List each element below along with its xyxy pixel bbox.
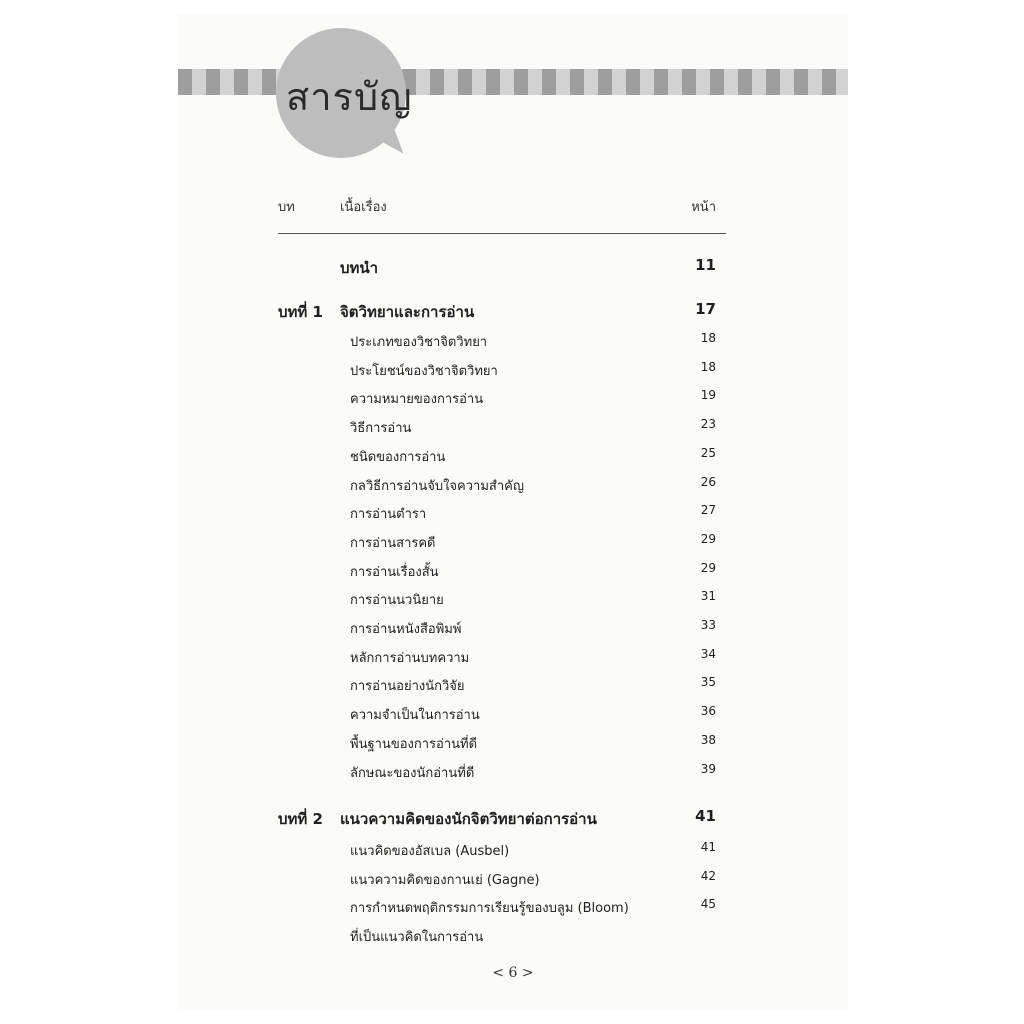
toc-entry-page: 38 [700, 732, 716, 747]
toc-entry-page: 23 [700, 417, 716, 432]
toc-entry[interactable] [178, 388, 848, 416]
toc-entry[interactable] [178, 503, 848, 531]
chapter-title: แนวความคิดของนักจิตวิทยาต่อการอ่าน [340, 810, 597, 828]
toc-entry-label: การกำหนดพฤติกรรมการเรียนรู้ของบลูม (Bloom) [350, 901, 629, 916]
toc-entry[interactable] [178, 647, 848, 675]
toc-entry-page: 34 [700, 646, 716, 661]
toc-entry-label: พื้นฐานของการอ่านที่ดี [350, 736, 478, 752]
toc-entry-page: 25 [700, 445, 716, 460]
toc-entry-page: 33 [700, 618, 716, 632]
toc-entry[interactable] [178, 704, 848, 732]
toc-entry[interactable] [178, 926, 848, 954]
toc-entry[interactable] [178, 446, 848, 474]
page-title: สารบัญ [286, 75, 413, 119]
toc-entry[interactable] [178, 733, 848, 761]
toc-entry-label: ความหมายของการอ่าน [350, 392, 484, 408]
document-page [178, 14, 848, 1009]
header-divider [278, 233, 726, 234]
toc-entry-label: แนวความคิดของกานเย่ (Gagne) [350, 872, 540, 888]
toc-entry[interactable] [178, 532, 848, 560]
toc-entry[interactable] [178, 897, 848, 925]
toc-entry-label: ประโยชน์ของวิชาจิตวิทยา [350, 363, 498, 379]
toc-entry[interactable] [178, 331, 848, 359]
toc-entry-page: 29 [700, 531, 716, 546]
chapter-number: บทที่ 1 [278, 303, 323, 321]
toc-entry-page: 11 [695, 256, 716, 274]
toc-entry-label: ที่เป็นแนวคิดในการอ่าน [350, 929, 484, 945]
toc-entry-label: การอ่านนวนิยาย [350, 593, 444, 609]
toc-entry[interactable] [178, 840, 848, 868]
toc-entry-label: การอ่านหนังสือพิมพ์ [350, 622, 462, 637]
toc-entry[interactable] [178, 618, 848, 646]
toc-entry-page: 27 [700, 503, 716, 518]
toc-entry[interactable] [178, 360, 848, 388]
toc-entry-label: การอ่านตำรา [350, 507, 427, 523]
column-header-chapter: บท [278, 200, 295, 215]
toc-chapter-1[interactable] [178, 300, 848, 328]
toc-entry-page: 26 [700, 474, 716, 489]
toc-entry[interactable] [178, 561, 848, 589]
toc-entry-label: แนวคิดของอัสเบล (Ausbel) [350, 844, 510, 859]
column-header-page: หน้า [691, 200, 716, 215]
toc-entry-page: 18 [700, 331, 716, 345]
toc-entry-label: การอ่านเรื่องสั้น [350, 564, 439, 580]
toc-entry[interactable] [178, 869, 848, 897]
toc-entry[interactable] [178, 762, 848, 790]
toc-entry-label: ลักษณะของนักอ่านที่ดี [350, 765, 475, 781]
page-number: < 6 > [492, 965, 534, 981]
chapter-page: 41 [695, 807, 716, 825]
toc-entry[interactable] [178, 675, 848, 703]
toc-entry-page: 18 [700, 359, 716, 374]
chapter-page: 17 [695, 300, 716, 318]
toc-entry-page: 29 [700, 560, 716, 575]
toc-chapter-2[interactable] [178, 807, 848, 835]
chapter-title: จิตวิทยาและการอ่าน [340, 303, 475, 321]
toc-entry[interactable] [178, 417, 848, 445]
toc-entry-page: 39 [700, 761, 716, 776]
toc-entry-page: 41 [700, 840, 716, 854]
toc-entry-page: 36 [700, 704, 716, 719]
toc-entry-page: 42 [700, 868, 716, 883]
toc-entry-label: ความจำเป็นในการอ่าน [350, 708, 480, 724]
toc-entry-page: 35 [700, 675, 716, 690]
toc-entry[interactable] [178, 475, 848, 503]
toc-entry-page: 45 [700, 897, 716, 911]
toc-entry-label: การอ่านสารคดี [350, 535, 436, 551]
toc-entry[interactable] [178, 589, 848, 617]
toc-entry-label: วิธีการอ่าน [350, 421, 412, 437]
toc-entry-page: 31 [700, 589, 716, 604]
toc-entry-intro[interactable] [178, 256, 848, 284]
toc-entry-label: ประเภทของวิชาจิตวิทยา [350, 335, 488, 350]
toc-entry-label: บทนำ [340, 259, 379, 277]
column-header-subject: เนื้อเรื่อง [340, 200, 387, 215]
toc-entry-label: กลวิธีการอ่านจับใจความสำคัญ [350, 478, 524, 494]
chapter-number: บทที่ 2 [278, 810, 323, 828]
toc-entry-label: ชนิดของการอ่าน [350, 449, 446, 465]
toc-entry-label: หลักการอ่านบทความ [350, 650, 470, 666]
toc-entry-label: การอ่านอย่างนักวิจัย [350, 679, 465, 695]
toc-entry-page: 19 [700, 388, 716, 403]
